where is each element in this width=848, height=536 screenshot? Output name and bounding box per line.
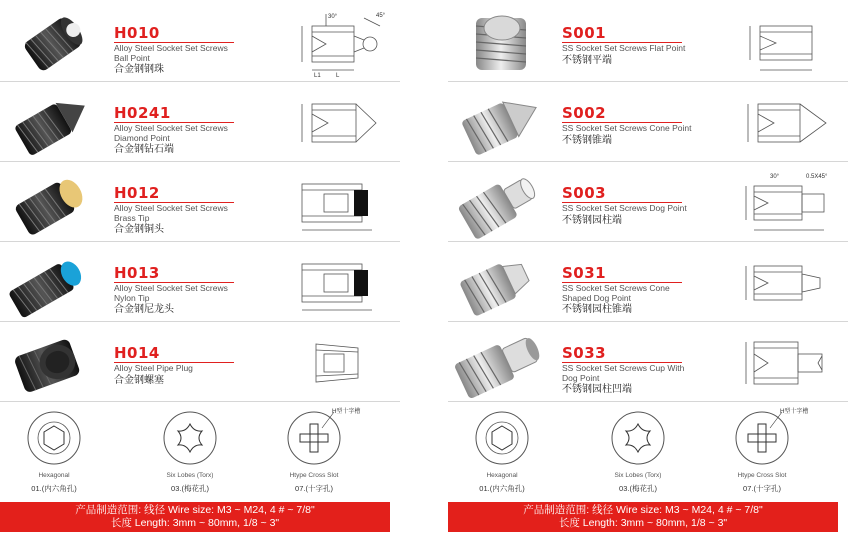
flat-point-drawing	[740, 8, 840, 78]
right-catalog-column	[448, 0, 848, 536]
product-description	[562, 204, 692, 227]
torx-socket-icon	[140, 404, 240, 470]
drive-label: Hexagonal	[486, 472, 518, 479]
desc-en: Alloy Steel Socket Set Screws Brass Tip	[114, 203, 228, 223]
product-description	[562, 364, 692, 396]
drive-label: Htype Cross Slot	[289, 472, 339, 479]
drive-code: 03.(梅花孔)	[619, 484, 657, 493]
set-screw-brass-tip-photo	[0, 164, 110, 240]
product-row	[0, 2, 400, 82]
drive-code: 07.(十字孔)	[295, 484, 333, 493]
product-row	[0, 162, 400, 242]
product-description	[114, 284, 244, 316]
drive-label: Hexagonal	[38, 472, 70, 479]
product-code: S031	[562, 264, 607, 282]
pipe-plug-photo	[0, 324, 110, 400]
product-row	[0, 322, 400, 402]
drive-code: 01.(内六角孔)	[31, 484, 77, 493]
wire-size-range: 产品制造范围: 线径 Wire size: M3 ~ M24, 4 # ~ 7/8"	[523, 504, 763, 516]
desc-cn: 不锈钢园柱凹端	[562, 384, 632, 395]
product-description	[562, 284, 692, 316]
dim-label: L1	[314, 73, 321, 78]
brass-tip-drawing	[292, 168, 392, 238]
drive-torx	[588, 404, 688, 500]
hex-socket-icon	[4, 404, 104, 470]
hex-socket-icon	[452, 404, 552, 470]
nylon-tip-drawing	[292, 248, 392, 318]
set-screw-cone-point-photo	[448, 84, 558, 160]
drive-torx	[140, 404, 240, 500]
torx-socket-icon	[588, 404, 688, 470]
drive-code: 07.(十字孔)	[743, 484, 781, 493]
product-row	[448, 2, 848, 82]
product-row	[448, 162, 848, 242]
product-row	[448, 322, 848, 402]
wire-size-range: 产品制造范围: 线径 Wire size: M3 ~ M24, 4 # ~ 7/8"	[75, 504, 315, 516]
product-description	[114, 124, 244, 156]
desc-en: SS Socket Set Screws Dog Point	[562, 203, 687, 213]
drive-code: 03.(梅花孔)	[171, 484, 209, 493]
slot-tag: H型十字槽	[780, 409, 809, 415]
product-code: S001	[562, 24, 607, 42]
set-screw-ball-point-photo	[0, 4, 110, 80]
angle-label: 45°	[376, 13, 386, 19]
product-code: S033	[562, 344, 607, 362]
product-code: H014	[114, 344, 160, 362]
chamfer-label: 0.5X45°	[806, 174, 828, 180]
desc-en: Alloy Steel Socket Set Screws Diamond Point	[114, 123, 228, 143]
desc-en: Alloy Steel Pipe Plug	[114, 363, 193, 373]
ball-point-drawing	[292, 8, 392, 78]
product-description	[562, 44, 692, 67]
left-catalog-column	[0, 0, 400, 536]
product-code: H013	[114, 264, 160, 282]
drive-label: Six Lobes (Torx)	[614, 472, 662, 479]
drive-cross-slot	[712, 404, 812, 500]
row-divider	[448, 401, 848, 402]
dim-label: L	[336, 73, 340, 78]
drive-label: Six Lobes (Torx)	[166, 472, 214, 479]
set-screw-dog-point-photo	[448, 164, 558, 240]
set-screw-cup-dog-point-photo	[448, 324, 558, 400]
product-row	[448, 242, 848, 322]
desc-en: SS Socket Set Screws Cup With Dog Point	[562, 363, 685, 383]
desc-cn: 合金钢钻石端	[114, 144, 174, 155]
set-screw-flat-point-photo	[448, 4, 558, 80]
product-row	[0, 82, 400, 162]
desc-en: Alloy Steel Socket Set Screws Nylon Tip	[114, 283, 228, 303]
set-screw-diamond-point-photo	[0, 84, 110, 160]
product-code: H012	[114, 184, 160, 202]
product-row	[448, 82, 848, 162]
drive-cross-slot	[264, 404, 364, 500]
desc-en: SS Socket Set Screws Flat Point	[562, 43, 686, 53]
desc-en: SS Socket Set Screws Cone Point	[562, 123, 692, 133]
desc-cn: 合金钢铜头	[114, 224, 164, 235]
dog-point-drawing	[740, 168, 840, 238]
slot-tag: H型十字槽	[332, 409, 361, 415]
drive-type-strip	[0, 404, 400, 500]
product-description	[114, 204, 244, 236]
size-range-banner	[0, 502, 390, 532]
product-row	[0, 242, 400, 322]
product-code: H010	[114, 24, 160, 42]
product-description	[114, 44, 244, 76]
product-code: H0241	[114, 104, 171, 122]
set-screw-nylon-tip-photo	[0, 244, 110, 320]
drive-label: Htype Cross Slot	[737, 472, 787, 479]
cone-dog-point-drawing	[740, 248, 840, 318]
product-description	[562, 124, 692, 147]
desc-cn: 不锈钢园柱端	[562, 214, 622, 226]
length-range: 长度 Length: 3mm ~ 80mm, 1/8 ~ 3"	[110, 517, 280, 529]
row-divider	[0, 401, 400, 402]
desc-en: Alloy Steel Socket Set Screws Ball Point	[114, 43, 228, 63]
angle-label: 30°	[770, 174, 780, 180]
drive-type-strip	[448, 404, 848, 500]
drive-code: 01.(内六角孔)	[479, 484, 525, 493]
product-description	[114, 364, 244, 387]
product-code: S002	[562, 104, 607, 122]
size-range-banner	[448, 502, 838, 532]
length-range: 长度 Length: 3mm ~ 80mm, 1/8 ~ 3"	[558, 517, 728, 529]
desc-cn: 合金钢螺塞	[114, 374, 164, 386]
product-code: S003	[562, 184, 607, 202]
cone-point-drawing	[740, 88, 840, 158]
set-screw-cone-dog-point-photo	[448, 244, 558, 320]
drive-hexagonal	[4, 404, 104, 500]
diamond-point-drawing	[292, 88, 392, 158]
angle-label: 30°	[328, 14, 338, 20]
desc-cn: 不锈钢平端	[562, 54, 612, 66]
desc-cn: 合金钢尼龙头	[114, 304, 174, 315]
desc-cn: 不锈钢园柱锥端	[562, 304, 632, 315]
desc-en: SS Socket Set Screws Cone Shaped Dog Point	[562, 283, 670, 303]
desc-cn: 不锈钢锥端	[562, 134, 612, 146]
cup-dog-point-drawing	[740, 328, 840, 398]
desc-cn: 合金钢钢珠	[114, 64, 164, 75]
pipe-plug-drawing	[292, 328, 392, 398]
drive-hexagonal	[452, 404, 552, 500]
